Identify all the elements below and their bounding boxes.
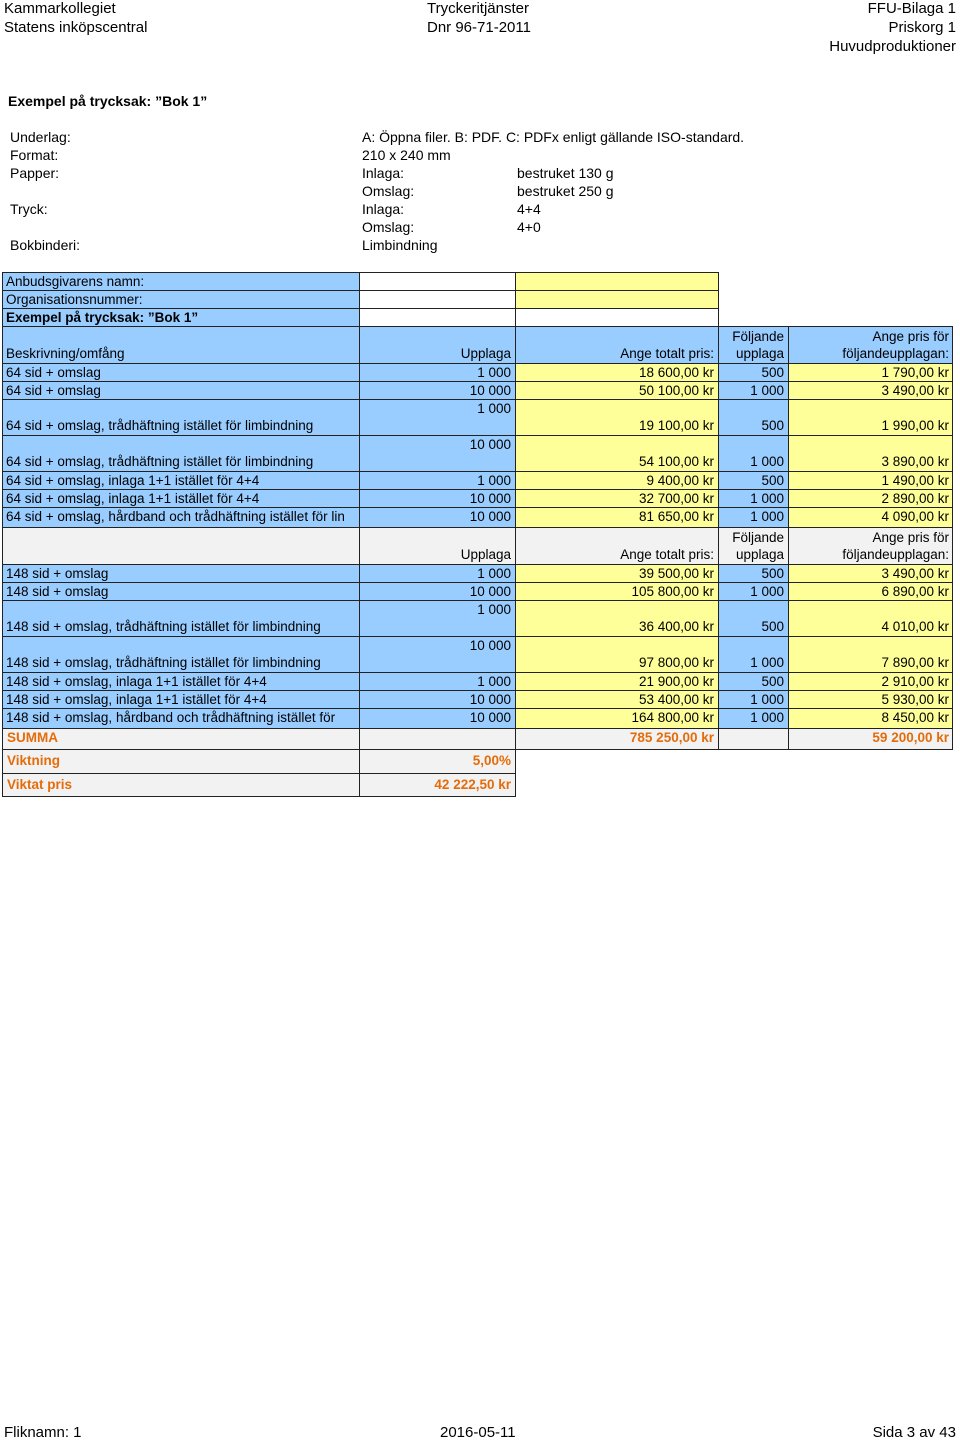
row-upplaga: 10 000 [469, 710, 511, 725]
header2-price-cell [788, 527, 953, 565]
row-following-price-cell[interactable] [788, 399, 953, 436]
row-description: 148 sid + omslag, trådhäftning istället för limbindning [6, 655, 321, 670]
tryck-label: Tryck: [10, 201, 48, 217]
summa-label: SUMMA [7, 730, 58, 745]
row-following-upplaga: 1 000 [750, 509, 784, 524]
row-following-upplaga-cell [718, 363, 789, 382]
header2-price-bottom: följandeupplagan: [842, 547, 949, 562]
row-following-price: 1 490,00 kr [881, 473, 949, 488]
header-price-bottom: följandeupplagan: [842, 346, 949, 361]
viktat-value-cell [359, 773, 516, 797]
row-following-price-cell[interactable] [788, 672, 953, 691]
row-following-upplaga-cell [718, 636, 789, 673]
row-following-upplaga-cell [718, 600, 789, 637]
row-description-cell [2, 435, 360, 472]
row-upplaga-cell [359, 435, 516, 472]
row-upplaga-cell [359, 600, 516, 637]
row-description-cell [2, 399, 360, 436]
row-description: 64 sid + omslag, inlaga 1+1 istället för 4+4 [6, 473, 260, 488]
row-description-cell [2, 600, 360, 637]
row-following-price: 2 890,00 kr [881, 491, 949, 506]
row-total-price: 19 100,00 kr [638, 418, 714, 433]
row-following-price-cell[interactable] [788, 600, 953, 637]
row-following-price-cell[interactable] [788, 489, 953, 508]
row-description: 148 sid + omslag, hårdband och trådhäftning istället för [6, 710, 336, 725]
row-following-price: 1 990,00 kr [881, 418, 949, 433]
row-total-price: 164 800,00 kr [631, 710, 714, 725]
row-description-cell [2, 636, 360, 673]
viktning-value: 5,00% [472, 753, 511, 768]
row-total-price-cell[interactable] [515, 600, 719, 637]
row-following-upplaga-cell [718, 582, 789, 601]
format-label: Format: [10, 147, 59, 163]
row-following-upplaga: 500 [761, 365, 784, 380]
row-upplaga: 1 000 [477, 473, 511, 488]
row-description: 64 sid + omslag, inlaga 1+1 istället för 4+4 [6, 491, 260, 506]
row-following-upplaga-cell [718, 690, 789, 709]
row-total-price-cell[interactable] [515, 636, 719, 673]
summa-price-cell [788, 728, 953, 750]
bidder-name-spacer [359, 272, 516, 291]
viktning-value-cell [359, 749, 516, 774]
row-upplaga: 1 000 [477, 365, 511, 380]
header-upplaga-cell [359, 326, 516, 364]
row-following-upplaga: 1 000 [750, 383, 784, 398]
row-total-price: 81 650,00 kr [638, 509, 714, 524]
header2-total-cell [515, 527, 719, 565]
row-following-upplaga-cell [718, 489, 789, 508]
row-description-cell [2, 564, 360, 583]
header2-total: Ange totalt pris: [620, 547, 714, 562]
row-upplaga-cell [359, 708, 516, 729]
row-following-upplaga: 1 000 [750, 710, 784, 725]
row-total-price-cell[interactable] [515, 381, 719, 400]
row-following-price: 4 010,00 kr [881, 619, 949, 634]
row-upplaga: 1 000 [477, 602, 511, 617]
header2-upplaga-cell [359, 527, 516, 565]
row-upplaga: 10 000 [469, 692, 511, 707]
row-upplaga-cell [359, 381, 516, 400]
viktning-label: Viktning [7, 753, 61, 768]
row-following-price: 1 790,00 kr [881, 365, 949, 380]
row-total-price-cell[interactable] [515, 471, 719, 490]
underlag-label: Underlag: [10, 129, 71, 145]
row-description: 64 sid + omslag, hårdband och trådhäftning istället för lin [6, 509, 345, 524]
tryck-omslag-value: 4+0 [517, 219, 541, 235]
row-upplaga: 10 000 [469, 509, 511, 524]
header2-follow-bottom: upplaga [735, 547, 784, 562]
row-following-upplaga: 500 [761, 619, 784, 634]
row-following-upplaga-cell [718, 672, 789, 691]
example-title: Exempel på trycksak: ”Bok 1” [8, 93, 208, 109]
row-following-upplaga-cell [718, 708, 789, 729]
header-follow-cell [718, 326, 789, 364]
row-total-price-cell[interactable] [515, 435, 719, 472]
viktat-label: Viktat pris [7, 777, 73, 792]
tryck-inlaga-value: 4+4 [517, 201, 541, 217]
row-total-price: 21 900,00 kr [638, 674, 714, 689]
bidder-name-input[interactable] [515, 272, 719, 291]
row-following-upplaga-cell [718, 381, 789, 400]
row-description-cell [2, 582, 360, 601]
row-description: 64 sid + omslag [6, 365, 101, 380]
row-following-upplaga-cell [718, 507, 789, 528]
summa-label-cell [2, 728, 360, 750]
row-following-price-cell[interactable] [788, 564, 953, 583]
row-total-price-cell[interactable] [515, 399, 719, 436]
row-total-price: 9 400,00 kr [646, 473, 714, 488]
row-following-upplaga: 500 [761, 473, 784, 488]
bidder-orgnr-spacer [359, 290, 516, 309]
bidder-example-spacer-2 [515, 308, 719, 327]
row-following-upplaga: 500 [761, 674, 784, 689]
header-price-top: Ange pris för [872, 329, 949, 344]
summa-follow-cell [718, 728, 789, 750]
row-following-price: 6 890,00 kr [881, 584, 949, 599]
row-upplaga-cell [359, 363, 516, 382]
header2-desc-cell [2, 527, 360, 565]
row-description-cell [2, 690, 360, 709]
row-description-cell [2, 471, 360, 490]
header-upplaga: Upplaga [460, 346, 511, 361]
row-upplaga: 10 000 [469, 638, 511, 653]
row-following-price-cell[interactable] [788, 471, 953, 490]
row-total-price: 18 600,00 kr [638, 365, 714, 380]
row-following-upplaga: 1 000 [750, 454, 784, 469]
row-total-price-cell[interactable] [515, 489, 719, 508]
row-following-price-cell[interactable] [788, 636, 953, 673]
header-total: Ange totalt pris: [620, 346, 714, 361]
row-following-price-cell[interactable] [788, 708, 953, 729]
bidder-orgnr-label: Organisationsnummer: [6, 292, 143, 307]
row-following-upplaga: 500 [761, 566, 784, 581]
row-upplaga-cell [359, 636, 516, 673]
row-description: 64 sid + omslag, trådhäftning istället för limbindning [6, 454, 314, 469]
row-total-price-cell[interactable] [515, 672, 719, 691]
row-following-price: 3 490,00 kr [881, 566, 949, 581]
row-description: 148 sid + omslag [6, 584, 109, 599]
header-desc: Beskrivning/omfång [6, 346, 125, 361]
org-subname: Statens inköpscentral [4, 19, 148, 36]
row-total-price: 36 400,00 kr [638, 619, 714, 634]
row-following-price: 3 890,00 kr [881, 454, 949, 469]
row-upplaga: 10 000 [469, 383, 511, 398]
row-following-price: 3 490,00 kr [881, 383, 949, 398]
row-total-price-cell[interactable] [515, 507, 719, 528]
row-following-upplaga: 1 000 [750, 584, 784, 599]
row-upplaga-cell [359, 471, 516, 490]
viktat-label-cell [2, 773, 360, 797]
header2-price-top: Ange pris för [872, 530, 949, 545]
header-follow-top: Följande [732, 329, 784, 344]
row-description-cell [2, 672, 360, 691]
footer-page: Sida 3 av 43 [872, 1424, 956, 1441]
row-following-upplaga-cell [718, 564, 789, 583]
row-following-price-cell[interactable] [788, 435, 953, 472]
viktat-value: 42 222,50 kr [434, 777, 511, 792]
row-following-price: 2 910,00 kr [881, 674, 949, 689]
row-upplaga-cell [359, 690, 516, 709]
row-total-price-cell[interactable] [515, 708, 719, 729]
row-total-price: 50 100,00 kr [638, 383, 714, 398]
summa-total-cell [515, 728, 719, 750]
row-description: 148 sid + omslag, inlaga 1+1 istället för 4+4 [6, 674, 267, 689]
row-total-price-cell[interactable] [515, 363, 719, 382]
row-upplaga: 1 000 [477, 401, 511, 416]
attachment-label: FFU-Bilaga 1 [867, 0, 956, 17]
format-value: 210 x 240 mm [362, 147, 451, 163]
papper-omslag-label: Omslag: [362, 183, 415, 199]
summa-total: 785 250,00 kr [629, 730, 714, 745]
header-total-cell [515, 326, 719, 364]
bidder-name-label-cell [2, 272, 360, 291]
row-upplaga-cell [359, 507, 516, 528]
production-label: Huvudproduktioner [829, 38, 956, 55]
row-following-price-cell[interactable] [788, 363, 953, 382]
header-desc-cell [2, 326, 360, 364]
row-description: 148 sid + omslag, trådhäftning istället för limbindning [6, 619, 321, 634]
bidder-example-label: Exempel på trycksak: ”Bok 1” [6, 310, 199, 325]
row-total-price: 105 800,00 kr [631, 584, 714, 599]
papper-label: Papper: [10, 165, 60, 181]
tryck-inlaga-label: Inlaga: [362, 201, 405, 217]
row-following-price: 7 890,00 kr [881, 655, 949, 670]
header2-upplaga: Upplaga [460, 547, 511, 562]
row-total-price: 97 800,00 kr [638, 655, 714, 670]
footer-date: 2016-05-11 [440, 1424, 516, 1441]
row-description-cell [2, 489, 360, 508]
row-description: 148 sid + omslag, inlaga 1+1 istället för 4+4 [6, 692, 267, 707]
row-following-upplaga: 1 000 [750, 491, 784, 506]
row-total-price: 53 400,00 kr [638, 692, 714, 707]
row-upplaga: 10 000 [469, 491, 511, 506]
row-upplaga: 1 000 [477, 566, 511, 581]
row-upplaga-cell [359, 672, 516, 691]
row-upplaga: 10 000 [469, 437, 511, 452]
row-following-upplaga: 1 000 [750, 655, 784, 670]
bidder-name-label: Anbudsgivarens namn: [6, 274, 145, 289]
row-upplaga-cell [359, 489, 516, 508]
row-following-price-cell[interactable] [788, 381, 953, 400]
papper-omslag-value: bestruket 250 g [517, 183, 614, 199]
header-follow-bottom: upplaga [735, 346, 784, 361]
row-upplaga: 10 000 [469, 584, 511, 599]
bidder-example-cell [2, 308, 360, 327]
row-following-price-cell[interactable] [788, 507, 953, 528]
row-following-upplaga-cell [718, 399, 789, 436]
header-price-cell [788, 326, 953, 364]
row-upplaga: 1 000 [477, 674, 511, 689]
bidder-orgnr-label-cell [2, 290, 360, 309]
row-following-upplaga: 1 000 [750, 692, 784, 707]
row-following-price-cell[interactable] [788, 582, 953, 601]
row-upplaga-cell [359, 564, 516, 583]
row-total-price-cell[interactable] [515, 690, 719, 709]
org-name: Kammarkollegiet [4, 0, 116, 17]
bidder-orgnr-input[interactable] [515, 290, 719, 309]
row-total-price: 54 100,00 kr [638, 454, 714, 469]
row-upplaga-cell [359, 582, 516, 601]
papper-inlaga-value: bestruket 130 g [517, 165, 614, 181]
viktning-label-cell [2, 749, 360, 774]
row-upplaga-cell [359, 399, 516, 436]
row-description-cell [2, 708, 360, 729]
row-following-upplaga: 500 [761, 418, 784, 433]
bokbinderi-label: Bokbinderi: [10, 237, 81, 253]
row-description: 64 sid + omslag [6, 383, 101, 398]
row-total-price: 32 700,00 kr [638, 491, 714, 506]
underlag-value: A: Öppna filer. B: PDF. C: PDFx enligt gällande ISO-standard. [362, 129, 745, 145]
papper-inlaga-label: Inlaga: [362, 165, 405, 181]
row-total-price-cell[interactable] [515, 582, 719, 601]
basket-label: Priskorg 1 [888, 19, 956, 36]
tryck-omslag-label: Omslag: [362, 219, 415, 235]
row-total-price-cell[interactable] [515, 564, 719, 583]
summa-empty-cell [359, 728, 516, 750]
header2-follow-top: Följande [732, 530, 784, 545]
row-following-price: 8 450,00 kr [881, 710, 949, 725]
row-description: 148 sid + omslag [6, 566, 109, 581]
service-name: Tryckeritjänster [427, 0, 529, 17]
header2-follow-cell [718, 527, 789, 565]
row-following-price-cell[interactable] [788, 690, 953, 709]
footer-sheet-name: Fliknamn: 1 [4, 1424, 82, 1441]
row-description: 64 sid + omslag, trådhäftning istället för limbindning [6, 418, 314, 433]
diary-number: Dnr 96-71-2011 [427, 19, 531, 36]
bidder-example-spacer [359, 308, 516, 327]
row-following-price: 5 930,00 kr [881, 692, 949, 707]
summa-price: 59 200,00 kr [872, 730, 949, 745]
row-description-cell [2, 507, 360, 528]
bokbinderi-value: Limbindning [362, 237, 438, 253]
row-description-cell [2, 363, 360, 382]
row-following-upplaga-cell [718, 471, 789, 490]
row-total-price: 39 500,00 kr [638, 566, 714, 581]
row-following-price: 4 090,00 kr [881, 509, 949, 524]
row-description-cell [2, 381, 360, 400]
row-following-upplaga-cell [718, 435, 789, 472]
